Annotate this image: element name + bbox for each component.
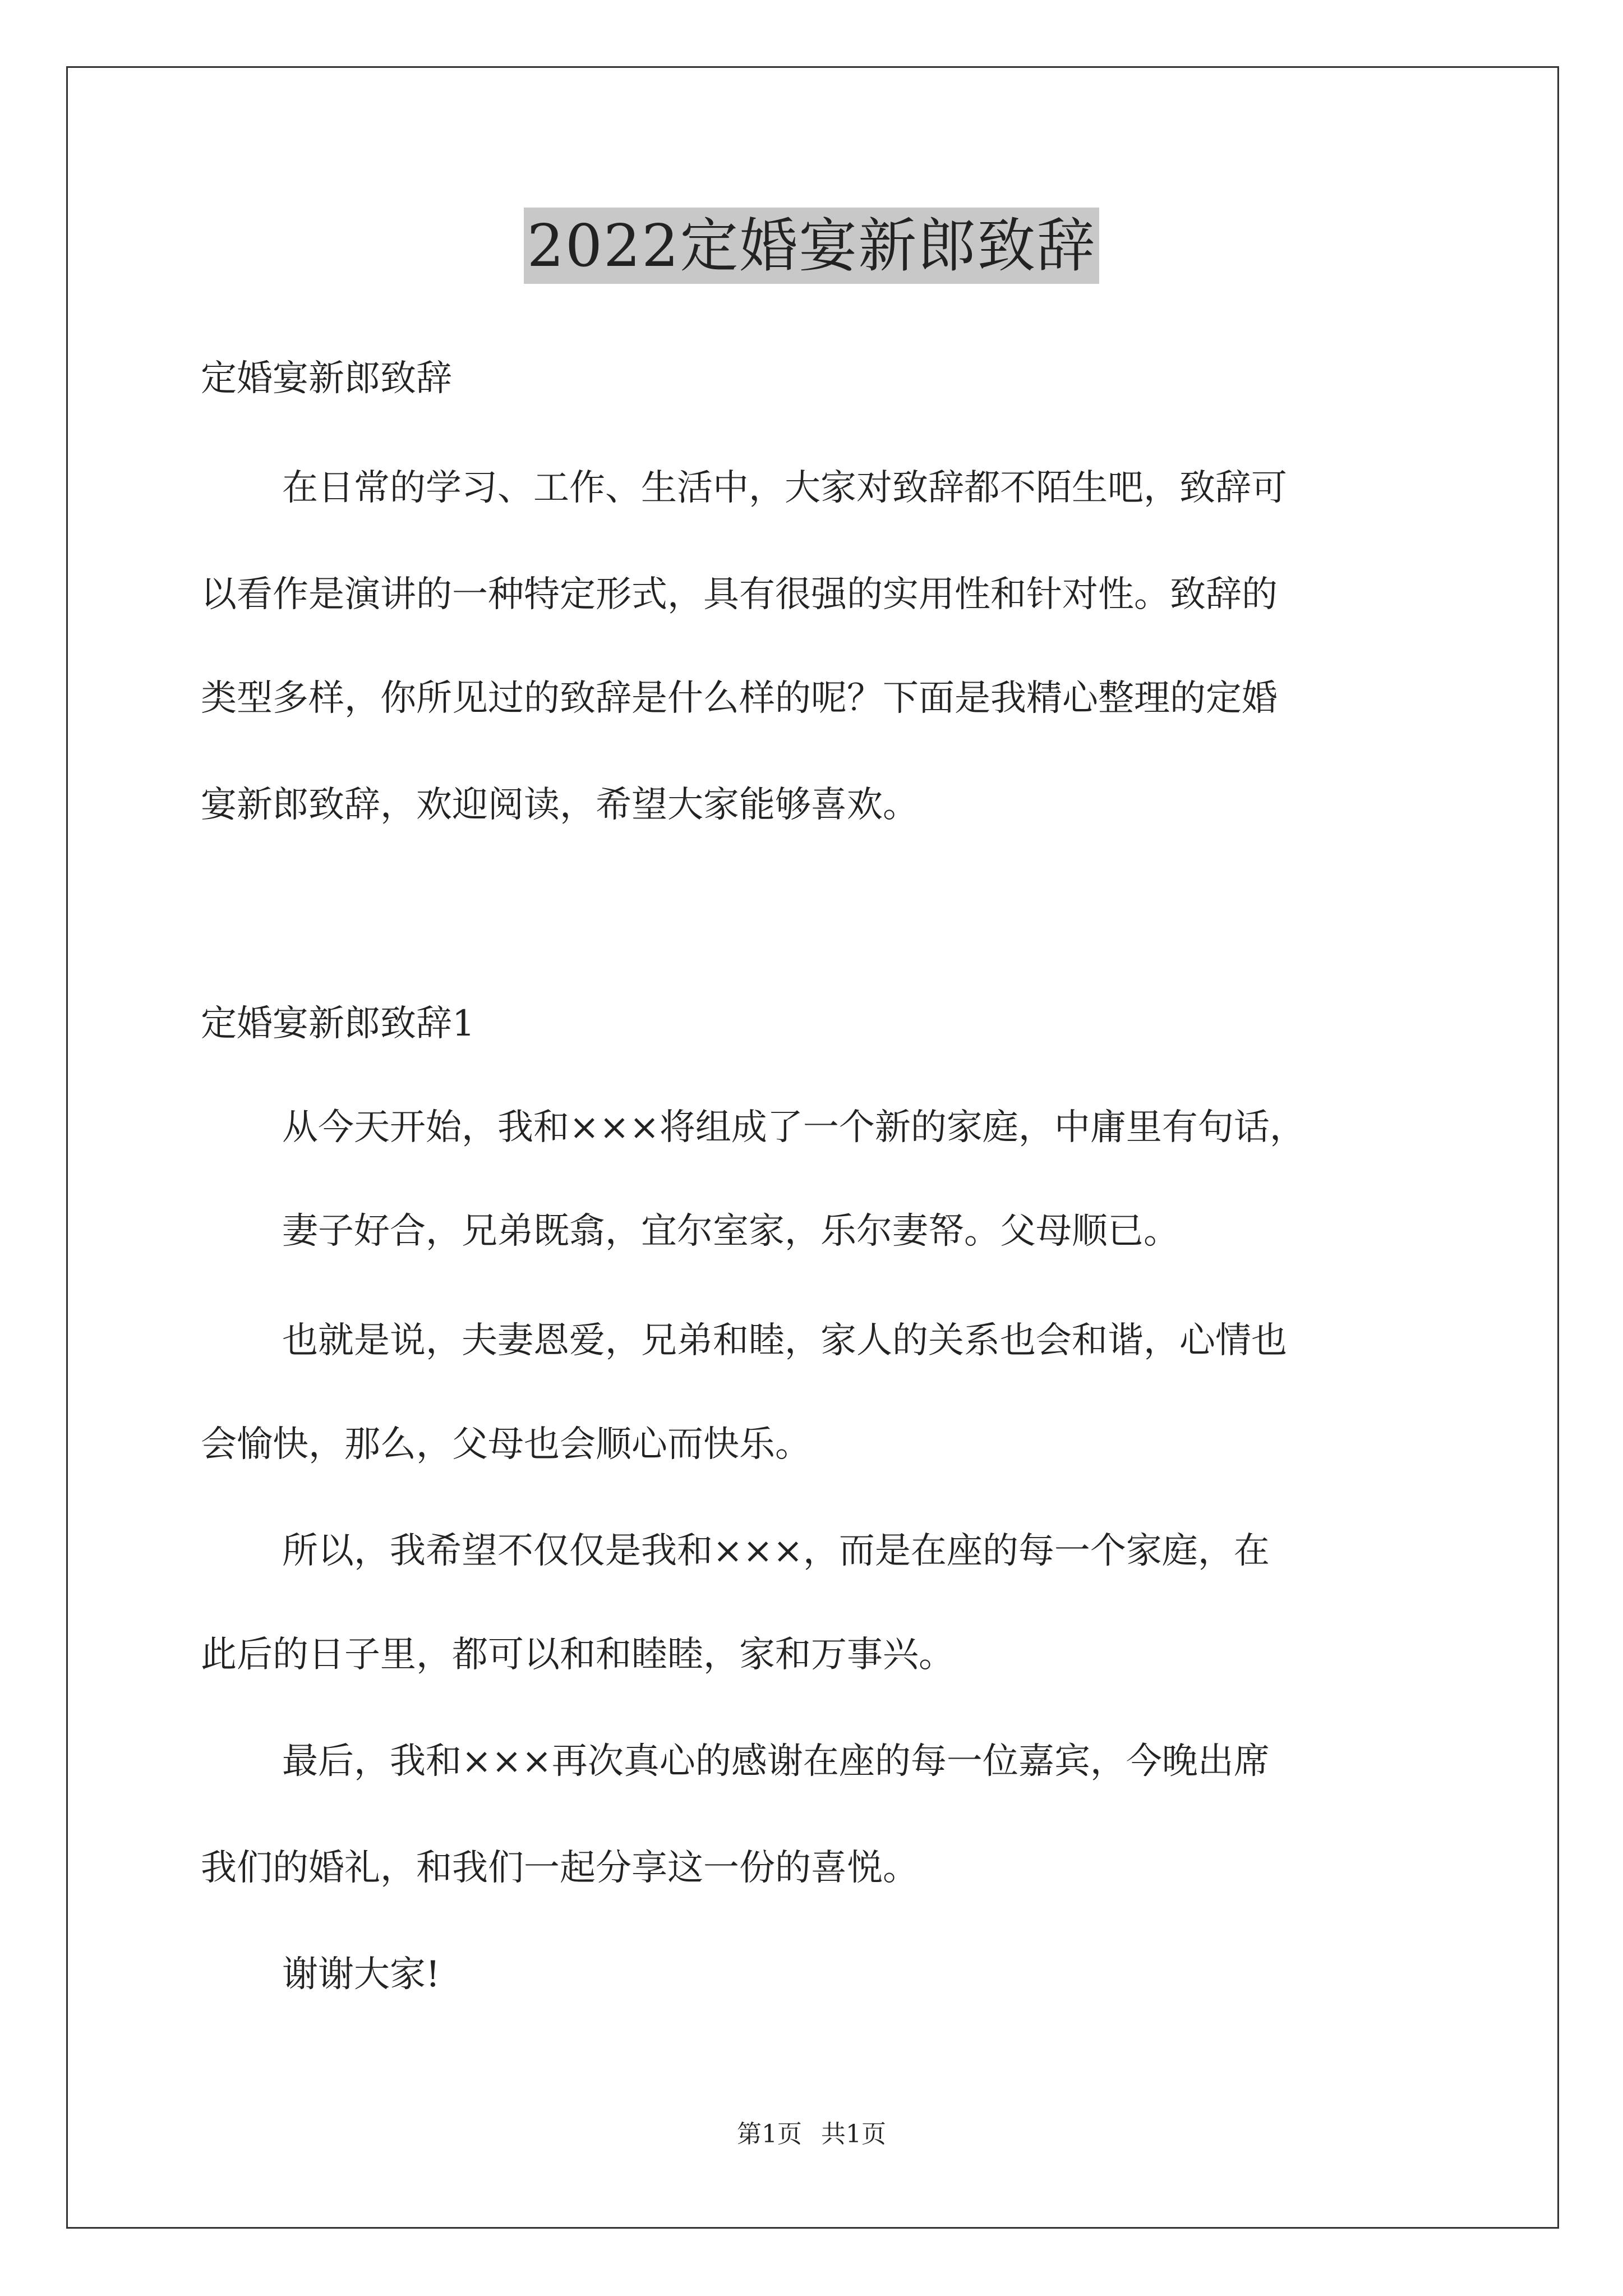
- intro-line-3: 类型多样，你所见过的致辞是什么样的呢？下面是我精心整理的定婚: [201, 678, 1278, 719]
- page-total: 共1页: [821, 2120, 886, 2148]
- subtitle: 定婚宴新郎致辞: [201, 358, 452, 399]
- page-footer: [0, 2118, 1623, 2151]
- body-line-3: 也就是说，夫妻恩爱，兄弟和睦，家人的关系也会和谐，心情也: [282, 1320, 1287, 1361]
- document-title: 2022定婚宴新郎致辞: [524, 208, 1100, 284]
- intro-line-2: 以看作是演讲的一种特定形式，具有很强的实用性和针对性。致辞的: [201, 574, 1278, 615]
- body-line-6: 此后的日子里，都可以和和睦睦，家和万事兴。: [201, 1634, 955, 1676]
- intro-line-1: 在日常的学习、工作、生活中，大家对致辞都不陌生吧，致辞可: [282, 467, 1287, 509]
- body-line-4: 会愉快，那么，父母也会顺心而快乐。: [201, 1424, 811, 1465]
- body-line-1: 从今天开始，我和×××将组成了一个新的家庭，中庸里有句话，: [282, 1107, 1306, 1148]
- body-line-7: 最后，我和×××再次真心的感谢在座的每一位嘉宾，今晚出席: [282, 1741, 1270, 1782]
- body-line-8: 我们的婚礼，和我们一起分享这一份的喜悦。: [201, 1847, 919, 1889]
- body-line-2: 妻子好合，兄弟既翕，宜尔室家，乐尔妻帑。父母顺已。: [282, 1211, 1179, 1252]
- body-line-5: 所以，我希望不仅仅是我和×××，而是在座的每一个家庭，在: [282, 1530, 1270, 1572]
- page-number: 第1页: [737, 2120, 802, 2148]
- intro-line-4: 宴新郎致辞，欢迎阅读，希望大家能够喜欢。: [201, 784, 919, 826]
- section-heading: 定婚宴新郎致辞1: [201, 1003, 475, 1045]
- body-line-9: 谢谢大家!: [282, 1954, 440, 1995]
- title-container: [0, 208, 1623, 284]
